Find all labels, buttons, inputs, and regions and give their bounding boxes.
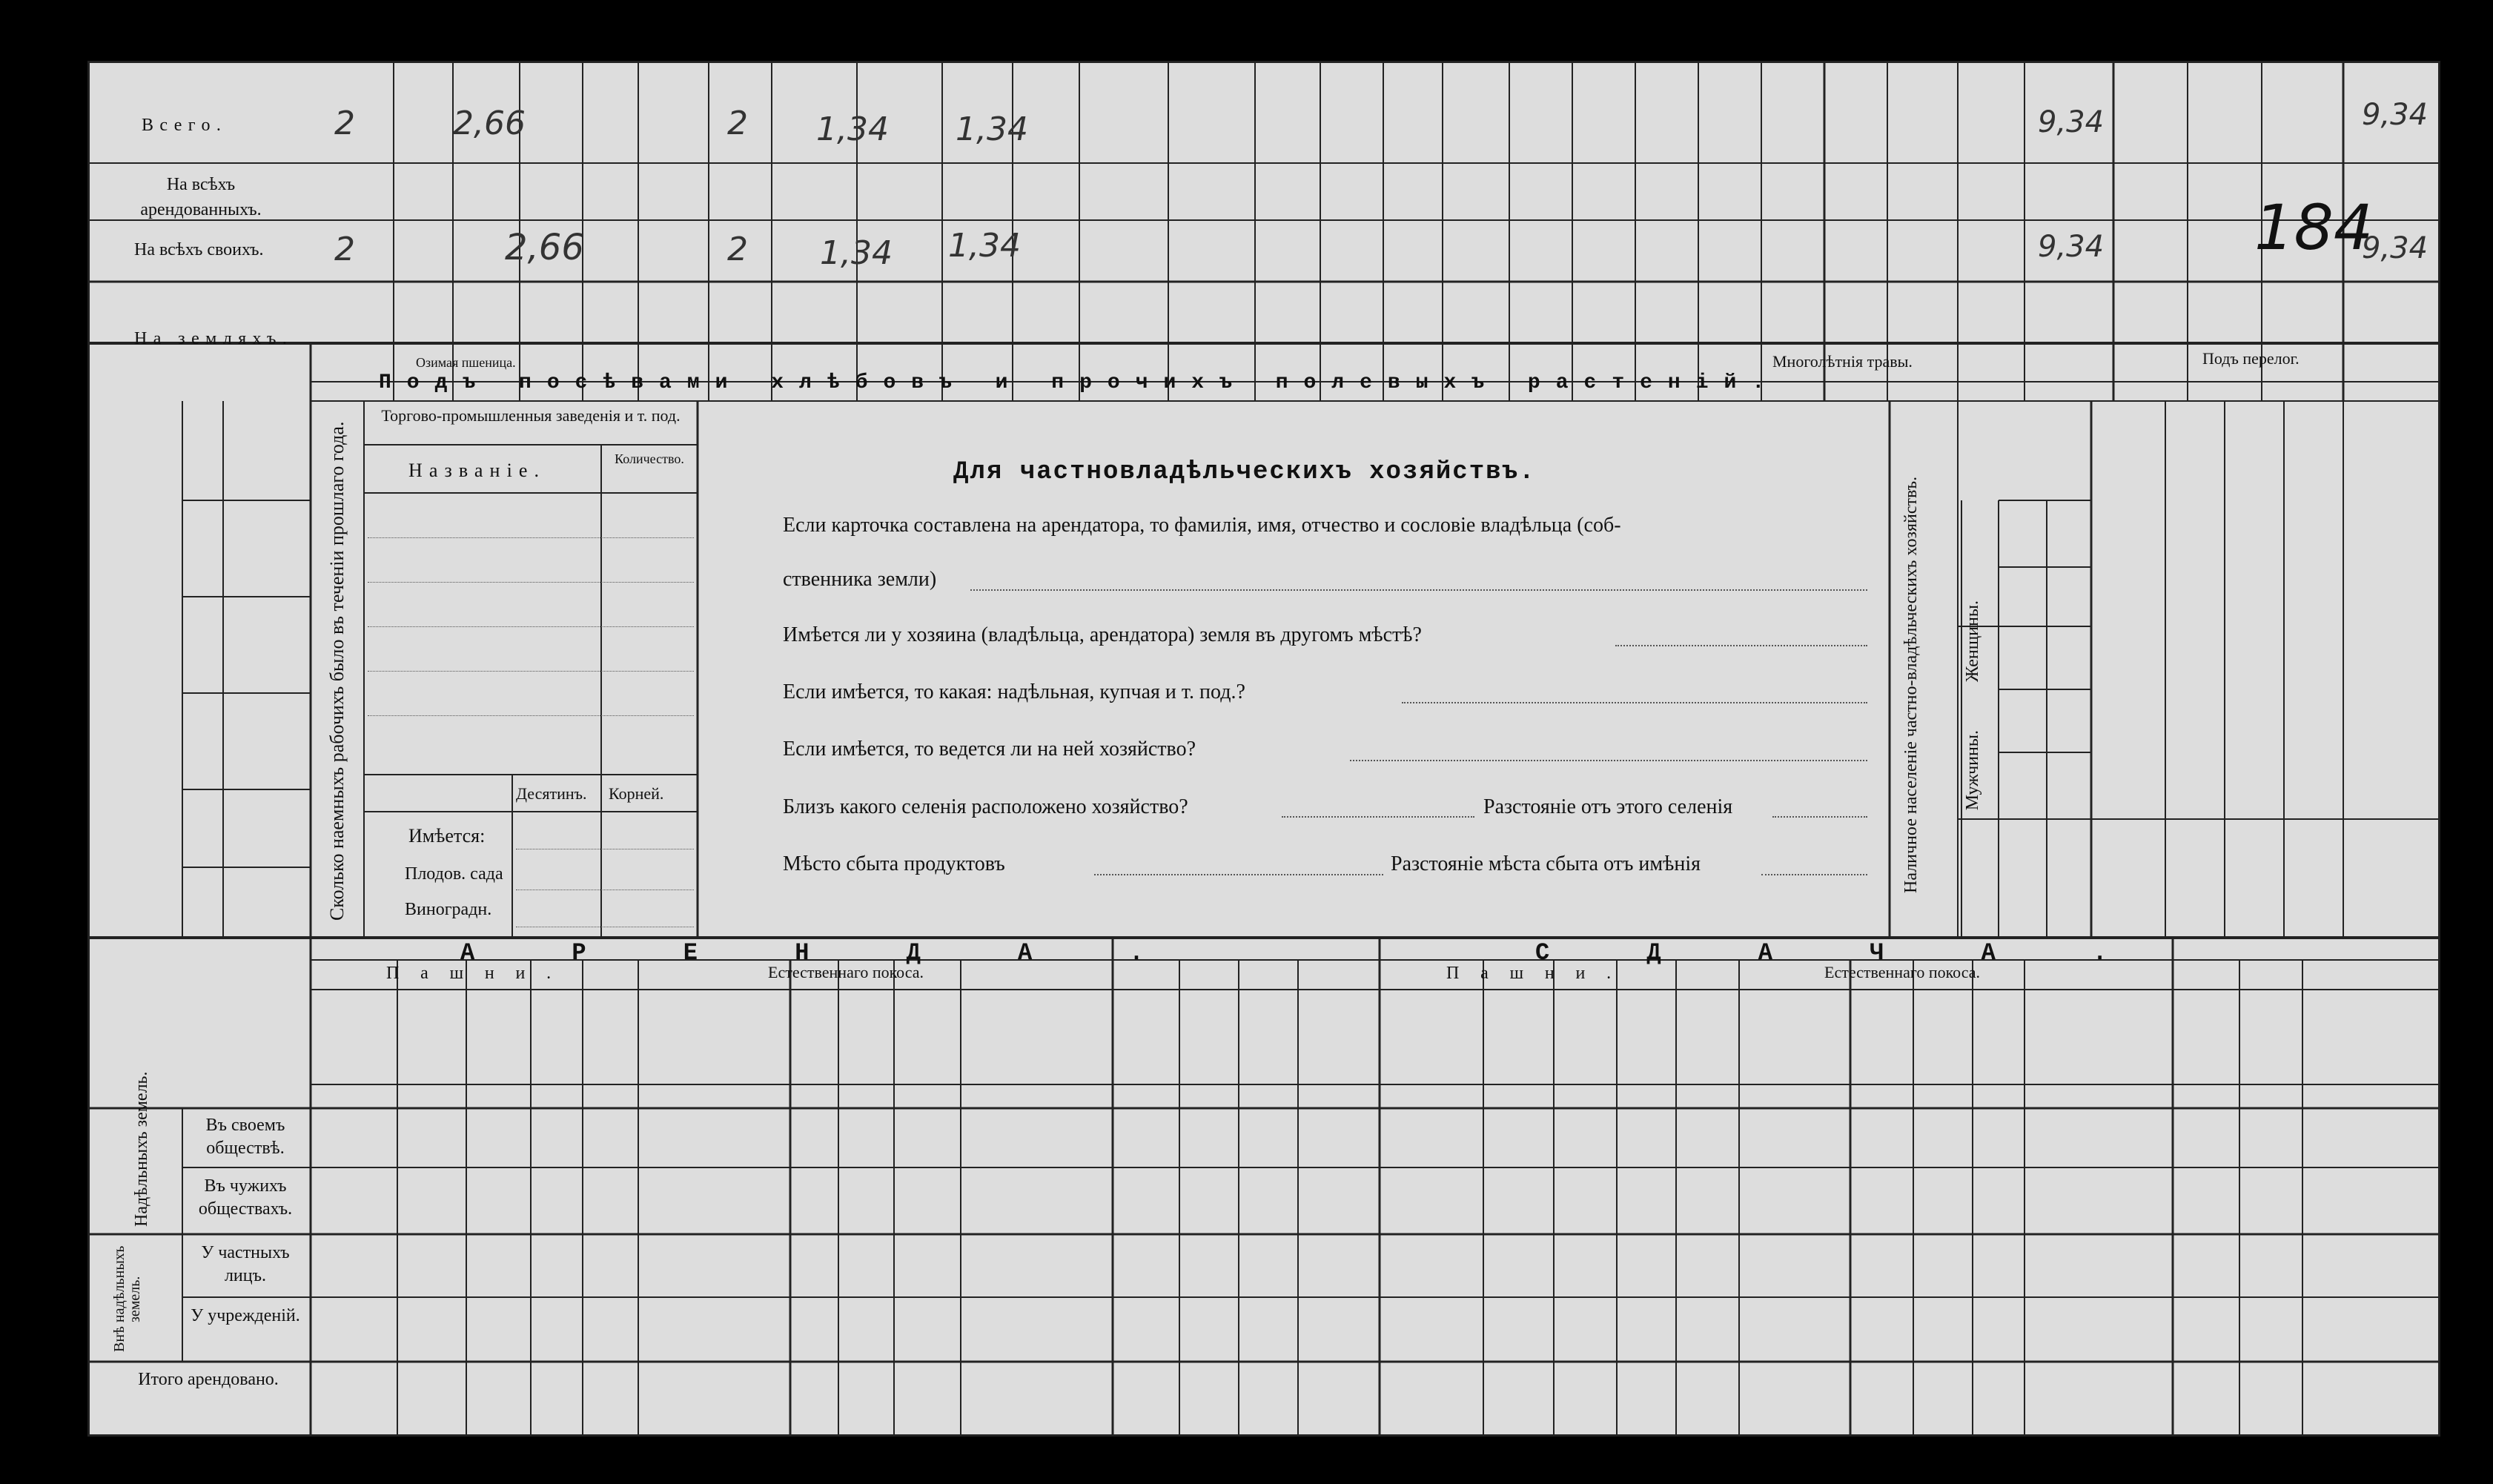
hw-r0-85: 1,34	[956, 110, 1028, 148]
top-col-header-93	[1464, 289, 1501, 352]
bottom-col-header-124	[1864, 998, 1900, 1080]
bottom-col-header-125	[1925, 998, 1961, 1080]
hw-r2-99: 9,34	[2038, 230, 2105, 264]
population-label: Наличное населеніе частно-владѣльческихъ хозяйствъ.	[1901, 476, 1921, 893]
imeetsya-label: Имѣется:	[408, 825, 486, 847]
top-col-header-103	[2139, 289, 2176, 352]
top-col-header-89	[1200, 289, 1237, 352]
top-col-header-90	[1276, 289, 1313, 352]
q-owner-line1: Если карточка составлена на арендатора, то фамилія, имя, отчество и сословіе владѣльца (соб-	[783, 514, 1621, 537]
right-col-header-bottom-4	[2374, 830, 2408, 927]
hw-r2-78: 2,66	[505, 227, 584, 268]
bottom-col-header-110	[797, 998, 832, 1080]
hw-r0-103: 9,34	[2362, 98, 2429, 132]
bottom-col-header-105	[414, 998, 450, 1080]
table-grid	[90, 63, 2438, 1434]
top-col-header-94	[1529, 289, 1566, 352]
bottom-col-header-121	[1629, 998, 1664, 1080]
top-col-header-83	[729, 289, 766, 352]
hw-r0-78: 2,66	[453, 105, 526, 142]
bottom-col-header-123	[1777, 998, 1812, 1080]
hired-row-label-131	[268, 508, 305, 589]
pop-col-header-137	[2006, 631, 2043, 685]
desyatin-header: Десятинъ.	[516, 784, 587, 803]
hw-r0-77: 2	[334, 105, 355, 142]
q-distance-village: Разстояніе отъ этого селенія	[1483, 795, 1733, 818]
hw-r2-103: 9,34	[2362, 231, 2429, 265]
bottom-col-header-112	[910, 998, 945, 1080]
bottom-col-header-118	[1414, 998, 1449, 1080]
top-col-header-100	[1911, 289, 1948, 352]
top-col-header-101	[1979, 289, 2016, 352]
hw-r2-83: 1,34	[820, 234, 893, 272]
top-col-header-82	[662, 289, 699, 352]
hw-r0-99: 9,34	[2038, 105, 2105, 139]
private-estates-title: Для частновладѣльческихъ хозяйствъ.	[953, 458, 1536, 486]
q-owner-line2: ственника земли)	[783, 568, 937, 591]
sdacha-pokos: Естественнаго покоса.	[1824, 963, 1981, 981]
hired-row-label-132	[231, 604, 268, 686]
bottom-col-header-107	[539, 998, 575, 1080]
pop-col-header-138	[2006, 572, 2043, 622]
top-col-header-97	[1718, 289, 1755, 348]
hired-workers-label: Сколько наемныхъ рабочихъ было въ теченіи прошлаго года.	[326, 421, 348, 921]
hw-r2-77: 2	[334, 231, 355, 268]
q-land-elsewhere: Имѣется ли у хозяина (владѣльца, арендатора) земля въ другомъ мѣстѣ?	[783, 623, 1422, 646]
bottom-col-header-106	[481, 998, 517, 1080]
right-col-header-bottom-2	[2238, 830, 2272, 927]
hw-r2-85: 1,34	[948, 227, 1021, 265]
top-col-header-98	[1781, 289, 1818, 348]
vineyard-label: Виноградн.	[405, 900, 492, 919]
top-col-header-95	[1592, 289, 1629, 348]
top-col-header-81	[599, 289, 636, 352]
bottom-col-header-127	[2081, 998, 2116, 1080]
row-institutions: У учрежденій.	[191, 1306, 300, 1325]
pop-col-header-136	[2006, 694, 2043, 748]
top-col-header-77	[340, 289, 377, 352]
right-col-header-top-2	[2238, 415, 2272, 511]
right-col-header-top-4	[2374, 415, 2408, 511]
bottom-col-header-120	[1568, 998, 1603, 1080]
pod-perelog-label: Подъ перелог.	[2202, 349, 2300, 368]
row-private-persons: У частныхъ лицъ.	[201, 1243, 290, 1286]
sdacha-banner: СДАЧА.	[1535, 939, 2205, 967]
women-label: Женщины.	[1963, 600, 1982, 683]
hired-row-label-130	[231, 408, 268, 493]
trade-name-header: Названіе.	[408, 460, 546, 481]
row-total-rented: Итого арендовано.	[138, 1370, 279, 1389]
ozimaya-label: Озимая пшеница.	[416, 355, 516, 370]
top-col-header-87	[1034, 289, 1071, 352]
row-own-society: Въ своемъ обществѣ.	[205, 1116, 285, 1159]
row-label-rented: На всѣхъ арендованныхъ.	[140, 175, 262, 219]
trade-title: Торгово-промышленныя заведенія и т. под.	[381, 406, 681, 425]
right-col-header-bottom-3	[2297, 830, 2331, 927]
top-col-header-80	[540, 289, 577, 352]
arenda-banner: АРЕНДА.	[460, 939, 1241, 967]
hired-row-label-133	[268, 700, 305, 782]
card-sheet	[87, 61, 2440, 1437]
arenda-pokos: Естественнаго покоса.	[768, 963, 924, 981]
pod-posevami-banner: Подъ посѣвами хлѣбовъ и прочихъ полевыхъ растеній.	[379, 371, 1781, 394]
top-col-header-91	[1340, 289, 1377, 352]
bottom-col-header-119	[1501, 998, 1537, 1080]
hw-r0-82: 2	[727, 105, 748, 142]
top-col-header-102	[2057, 289, 2094, 352]
bottom-col-header-128	[2188, 998, 2224, 1080]
allotment-group-label: Надѣльныхъ земель.	[132, 1071, 151, 1227]
hw-r0-83: 1,34	[816, 110, 889, 148]
right-col-header-top-1	[2179, 415, 2213, 511]
orchard-label: Плодов. сада	[405, 864, 503, 884]
top-col-header-86	[966, 289, 1003, 352]
top-col-header-92	[1401, 289, 1438, 352]
bottom-col-header-129	[2254, 998, 2289, 1080]
arenda-pashni: Пашни.	[386, 964, 572, 983]
trade-qty-header: Количество.	[615, 451, 684, 466]
right-col-header-top-3	[2297, 415, 2331, 511]
right-col-header-bottom-0	[2112, 830, 2146, 927]
hw-r2-82: 2	[727, 231, 748, 268]
q-nearest-village: Близъ какого селенія расположено хозяйство?	[783, 795, 1188, 818]
bottom-col-header-116	[1251, 998, 1286, 1080]
bottom-col-header-111	[849, 998, 884, 1080]
q-market-distance: Разстояніе мѣста сбыта отъ имѣнія	[1391, 852, 1701, 875]
q-farming-there: Если имѣется, то ведется ли на ней хозяйство?	[783, 738, 1196, 761]
bottom-col-header-108	[593, 998, 629, 1080]
hw-r2-102: 184	[2254, 191, 2374, 264]
top-col-header-96	[1655, 289, 1692, 348]
q-market-place: Мѣсто сбыта продуктовъ	[783, 852, 1005, 875]
top-col-header-84	[803, 289, 840, 352]
row-label-total: Всего.	[142, 116, 228, 135]
sdacha-pashni: Пашни.	[1446, 964, 1632, 983]
top-col-header-99	[1844, 289, 1881, 352]
mnogoletnie-label: Многолѣтнія травы.	[1772, 352, 1913, 371]
row-label-on-lands: На земляхъ.	[134, 329, 294, 348]
korney-header: Корней.	[609, 784, 664, 803]
top-col-header-85	[888, 289, 925, 352]
men-label: Мужчины.	[1963, 730, 1982, 811]
row-other-society: Въ чужихъ обществахъ.	[198, 1176, 293, 1219]
bottom-col-header-115	[1191, 998, 1227, 1080]
right-col-header-bottom-1	[2179, 830, 2213, 927]
pop-col-header-135	[2006, 757, 2043, 815]
bottom-col-header-114	[1128, 998, 1164, 1080]
row-label-own: На всѣхъ своихъ.	[134, 240, 264, 259]
top-col-header-88	[1112, 289, 1149, 352]
q-land-type: Если имѣется, то какая: надѣльная, купчая и т. под.?	[783, 680, 1245, 703]
pop-col-header-139	[2006, 505, 2043, 563]
nonallotment-group-label: Внѣ надѣльныхъ земель.	[111, 1245, 143, 1353]
right-col-header-top-0	[2112, 415, 2146, 511]
